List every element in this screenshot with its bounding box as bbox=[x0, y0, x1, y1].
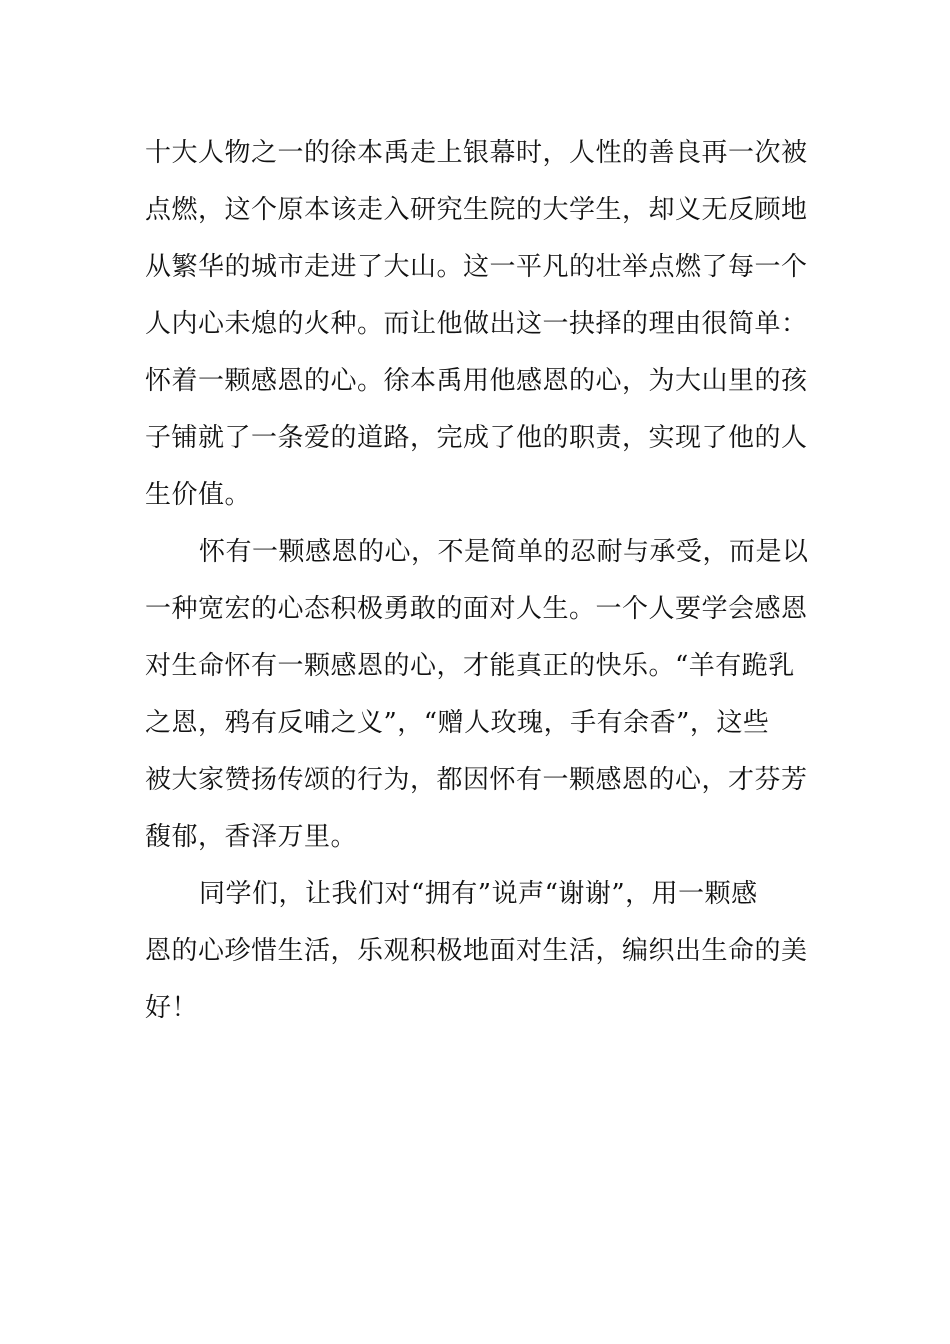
paragraph-line: 一种宽宏的心态积极勇敢的面对人生。一个人要学会感恩 bbox=[145, 594, 808, 624]
paragraph-line: 恩的心珍惜生活，乐观积极地面对生活，编织出生命的美 bbox=[145, 936, 808, 966]
paragraph-line: 之恩，鸦有反哺之义”，“赠人玫瑰，手有余香”，这些 bbox=[145, 708, 770, 738]
paragraph-line: 十大人物之一的徐本禹走上银幕时，人性的善良再一次被 bbox=[145, 138, 808, 168]
paragraph-line: 同学们，让我们对“拥有”说声“谢谢”，用一颗感 bbox=[199, 879, 758, 909]
paragraph-line: 被大家赞扬传颂的行为，都因怀有一颗感恩的心，才芬芳 bbox=[145, 765, 808, 795]
paragraph-2 bbox=[145, 524, 810, 866]
paragraph-line: 怀有一颗感恩的心，不是简单的忍耐与承受，而是以 bbox=[199, 537, 809, 567]
paragraph-line: 对生命怀有一颗感恩的心，才能真正的快乐。“羊有跪乳 bbox=[145, 651, 795, 681]
paragraph-line: 馥郁，香泽万里。 bbox=[145, 822, 358, 852]
paragraph-1 bbox=[145, 125, 810, 524]
paragraph-line: 点燃，这个原本该走入研究生院的大学生，却义无反顾地 bbox=[145, 195, 808, 225]
paragraph-line: 怀着一颗感恩的心。徐本禹用他感恩的心，为大山里的孩 bbox=[145, 366, 808, 396]
paragraph-line: 子铺就了一条爱的道路，完成了他的职责，实现了他的人 bbox=[145, 423, 808, 453]
paragraph-3 bbox=[145, 866, 810, 1037]
paragraph-line: 好！ bbox=[145, 993, 199, 1023]
paragraph-line: 生价值。 bbox=[145, 480, 252, 510]
body-text bbox=[145, 125, 810, 1037]
paragraph-line: 从繁华的城市走进了大山。这一平凡的壮举点燃了每一个 bbox=[145, 252, 808, 282]
paragraph-line: 人内心未熄的火种。而让他做出这一抉择的理由很简单： bbox=[145, 309, 808, 339]
